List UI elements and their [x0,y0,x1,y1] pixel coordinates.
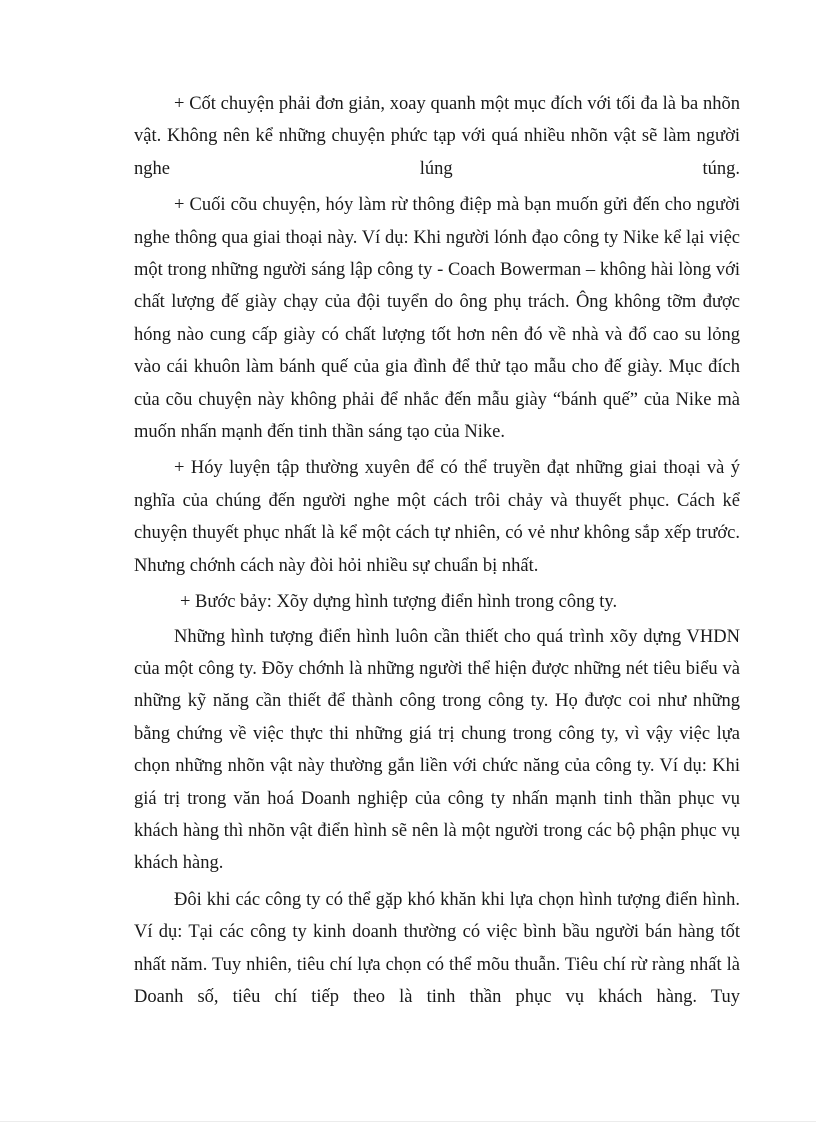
document-page [134,88,740,1017]
paragraph-role-models: Những hình tượng điển hình luôn cần thiết cho quá trình xõy dựng VHDN của một công ty. Đõy chớnh là những người thể hiện được những nét tiêu biểu và những kỹ năng cần thiết để thành công trong công ty. Họ được coi như những bằng chứng về việc thực thi những giá trị chung trong công ty, vì vậy việc lựa chọn những nhõn vật này thường gắn liền với chức năng của công ty. Ví dụ: Khi giá trị trong văn hoá Doanh nghiệp của công ty nhấn mạnh tinh thần phục vụ khách hàng thì nhõn vật điển hình sẽ nên là một người trong các bộ phận phục vụ khách hàng. [134,626,740,874]
step-seven-heading: + Bước bảy: Xõy dựng hình tượng điển hình trong công ty. [180,592,618,613]
paragraph-practice: + Hóy luyện tập thường xuyên để có thể truyền đạt những giai thoại và ý nghĩa của chúng đến người nghe một cách trôi chảy và thuyết phục. Cách kể chuyện thuyết phục nhất là kể một cách tự nhiên, có vẻ như không sắp xếp trước. Nhưng chớnh cách này đòi hỏi nhiều sự chuẩn bị nhất. [134,458,740,576]
paragraph-plot-simplicity: + Cốt chuyện phải đơn giản, xoay quanh một mục đích với tối đa là ba nhõn vật. Không nên kể những chuyện phức tạp với quá nhiều nhõn vật sẽ làm người nghe lúng túng. [134,94,740,179]
paragraph-story-message: + Cuối cõu chuyện, hóy làm rừ thông điệp mà bạn muốn gửi đến cho người nghe thông qua giai thoại này. Ví dụ: Khi người lónh đạo công ty Nike kể lại việc một trong những người sáng lập công ty - Coach Bowerman – không hài lòng với chất lượng đế giày chạy của đội tuyển do ông phụ trách. Ông không tỡm được hóng nào cung cấp giày có chất lượng tốt hơn nên đó về nhà và đổ cao su lỏng vào cái khuôn làm bánh quế của gia đình để thử tạo mẫu cho đế giày. Mục đích của cõu chuyện này không phải để nhắc đến mẫu giày “bánh quế” của Nike mà muốn nhấn mạnh đến tinh thần sáng tạo của Nike. [134,195,740,443]
page-bottom-divider [0,1121,816,1122]
paragraph-selection-difficulty: Đôi khi các công ty có thể gặp khó khăn khi lựa chọn hình tượng điển hình. Ví dụ: Tại các công ty kinh doanh thường có việc bình bầu người bán hàng tốt nhất năm. Tuy nhiên, tiêu chí lựa chọn có thể mõu thuẫn. Tiêu chí rừ ràng nhất là Doanh số, tiêu chí tiếp theo là tinh thần phục vụ khách hàng. Tuy [134,889,740,1007]
